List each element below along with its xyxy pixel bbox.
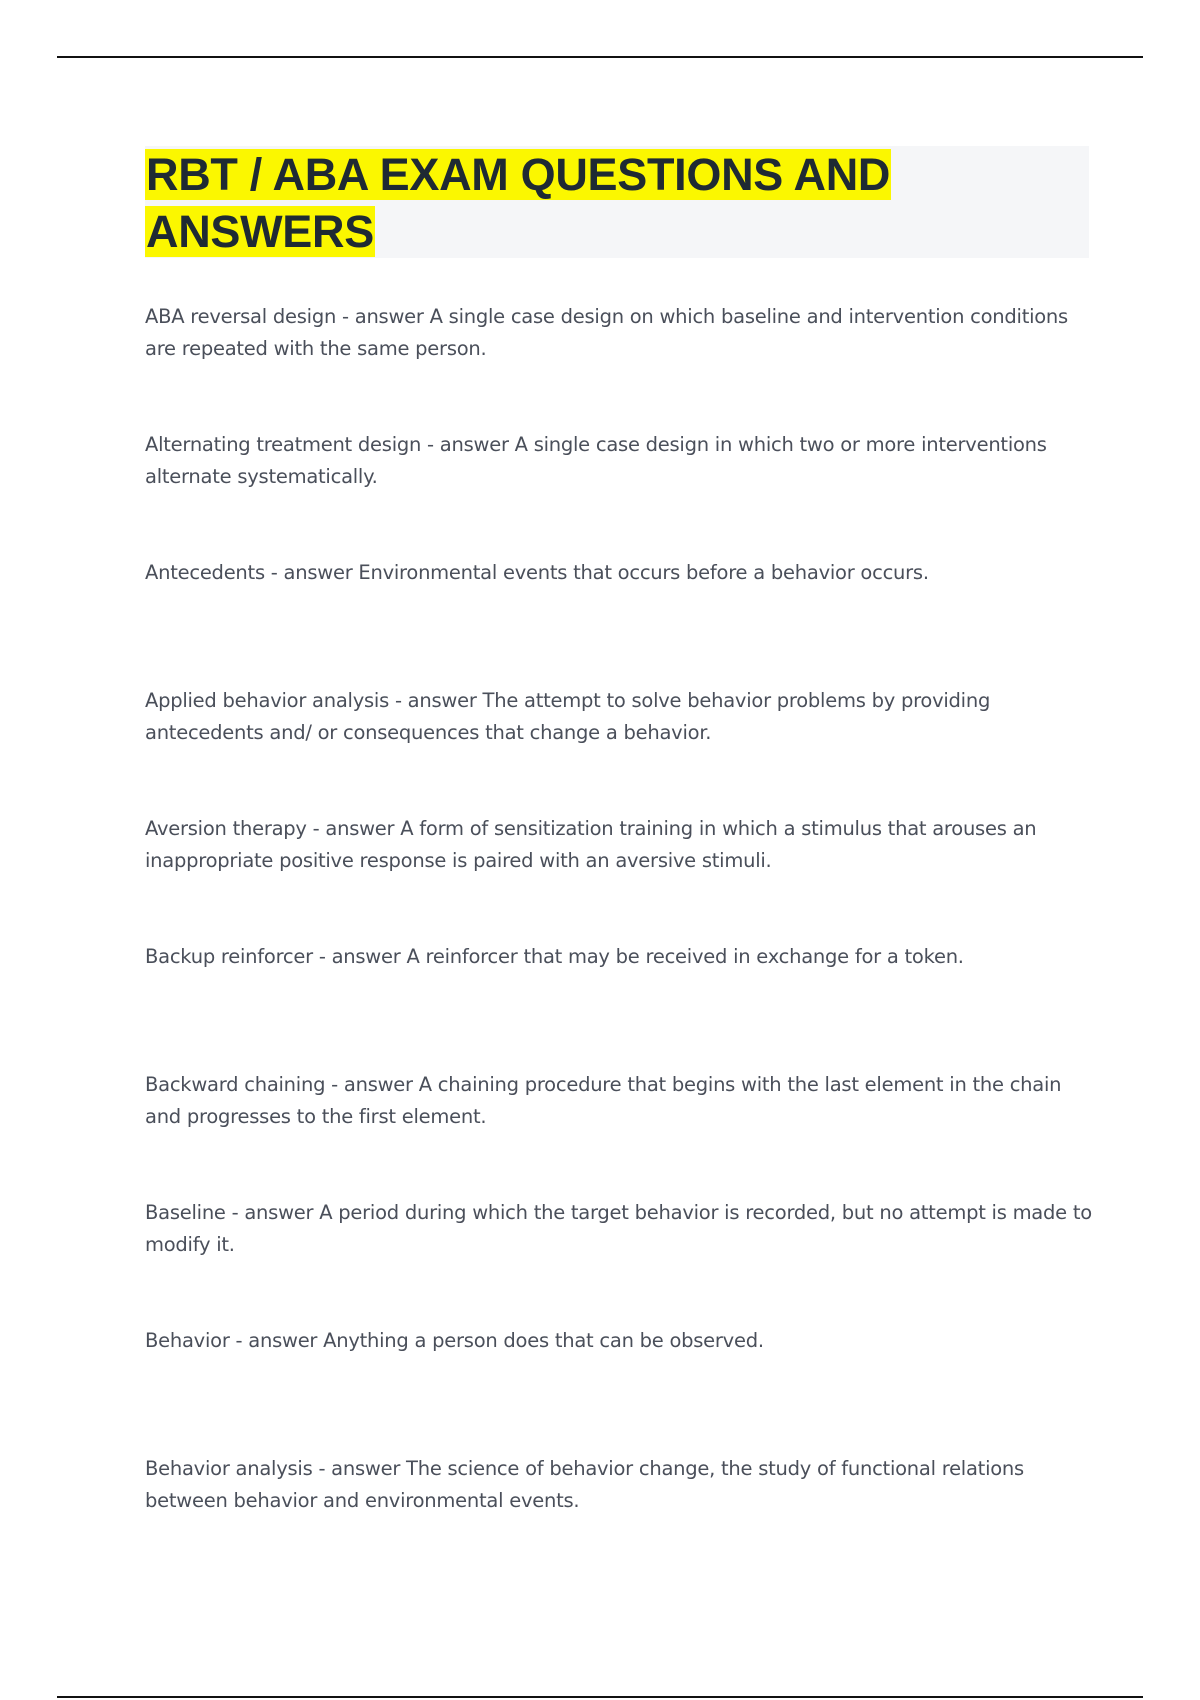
entry-aversion-therapy: Aversion therapy - answer A form of sensitization training in which a stimulus that arouses an inappropriate positive response is paired with an aversive stimuli. (145, 817, 1037, 872)
entry-baseline: Baseline - answer A period during which the target behavior is recorded, but no attempt is made to modify it. (145, 1201, 1092, 1256)
entry-alternating-treatment-design: Alternating treatment design - answer A single case design in which two or more interventions alternate systematically. (145, 433, 1047, 488)
entry-antecedents: Antecedents - answer Environmental events that occurs before a behavior occurs. (145, 561, 929, 584)
title-highlight: RBT / ABA EXAM QUESTIONS AND ANSWERS (146, 149, 891, 257)
entry-applied-behavior-analysis: Applied behavior analysis - answer The attempt to solve behavior problems by providing antecedents and/ or consequences that change a behavior. (145, 689, 991, 744)
entry-aba-reversal-design: ABA reversal design - answer A single case design on which baseline and intervention conditions are repeated with the same person. (145, 305, 1068, 360)
bottom-divider (57, 1696, 1143, 1698)
entry-backward-chaining: Backward chaining - answer A chaining procedure that begins with the last element in the chain and progresses to the first element. (145, 1073, 1062, 1128)
entry-list (145, 301, 1095, 1581)
top-divider (57, 56, 1143, 58)
entry-behavior: Behavior - answer Anything a person does that can be observed. (145, 1329, 764, 1352)
entry-backup-reinforcer: Backup reinforcer - answer A reinforcer that may be received in exchange for a token. (145, 945, 964, 968)
document-title (145, 146, 1089, 260)
entry-behavior-analysis: Behavior analysis - answer The science of behavior change, the study of functional relations between behavior and environmental events. (145, 1457, 1024, 1512)
title-block (145, 146, 1089, 258)
